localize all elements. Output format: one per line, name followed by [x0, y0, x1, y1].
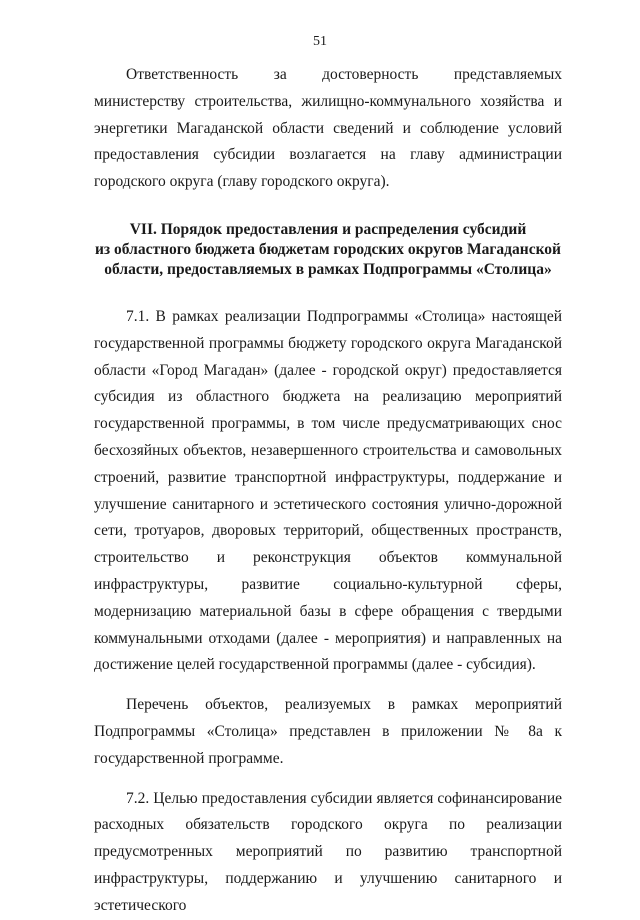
section-heading-line-2: из областного бюджета бюджетам городских округов Магаданской: [94, 240, 561, 258]
paragraph-7-2: 7.2. Целью предоставления субсидии является софинансирование расходных обязательств городского округа по реализации предусмотренных мероприятий по развитию транспортной инфраструктуры, поддержанию и улучшению санитарного и эстетического: [94, 789, 562, 914]
paragraph-responsibility: Ответственность за достоверность представляемых министерству строительства, жилищно-коммунального хозяйства и энергетики Магаданской области сведений и соблюдение условий предоставления субсидии возлагается на главу администрации городского округа (главу городского округа).: [94, 66, 562, 191]
section-heading: [94, 220, 562, 280]
page-number: 51: [313, 34, 327, 49]
paragraph-7-1: 7.1. В рамках реализации Подпрограммы «Столица» настоящей государственной программы бюджету городского округа Магаданской области «Город Магадан» (далее - городской округ) предоставляется субсидия из областного бюджета на реализацию мероприятий государственной программы, в том числе предусматривающих снос бесхозяйных объектов, незавершенного строительства и самовольных строений, развитие транспортной инфраструктуры, поддержание и улучшение санитарного и эстетического состояния улично-дорожной сети, тротуаров, дворовых территорий, общественных пространств, строительство и реконструкция объектов коммунальной инфраструктуры, развитие социально-культурной сферы, модернизацию материальной базы в сфере обращения с твердыми коммунальными отходами (далее - мероприятия) и направленных на достижение целей государственной программы (далее - субсидия).: [94, 307, 562, 674]
document-body: [94, 62, 562, 920]
section-heading-line-1: VII. Порядок предоставления и распределения субсидий: [129, 220, 527, 238]
section-heading-line-3: области, предоставляемых в рамках Подпрограммы «Столица»: [104, 260, 552, 278]
paragraph-object-list: Перечень объектов, реализуемых в рамках мероприятий Подпрограммы «Столица» представлен в приложении № 8а к государственной программе.: [94, 696, 562, 767]
